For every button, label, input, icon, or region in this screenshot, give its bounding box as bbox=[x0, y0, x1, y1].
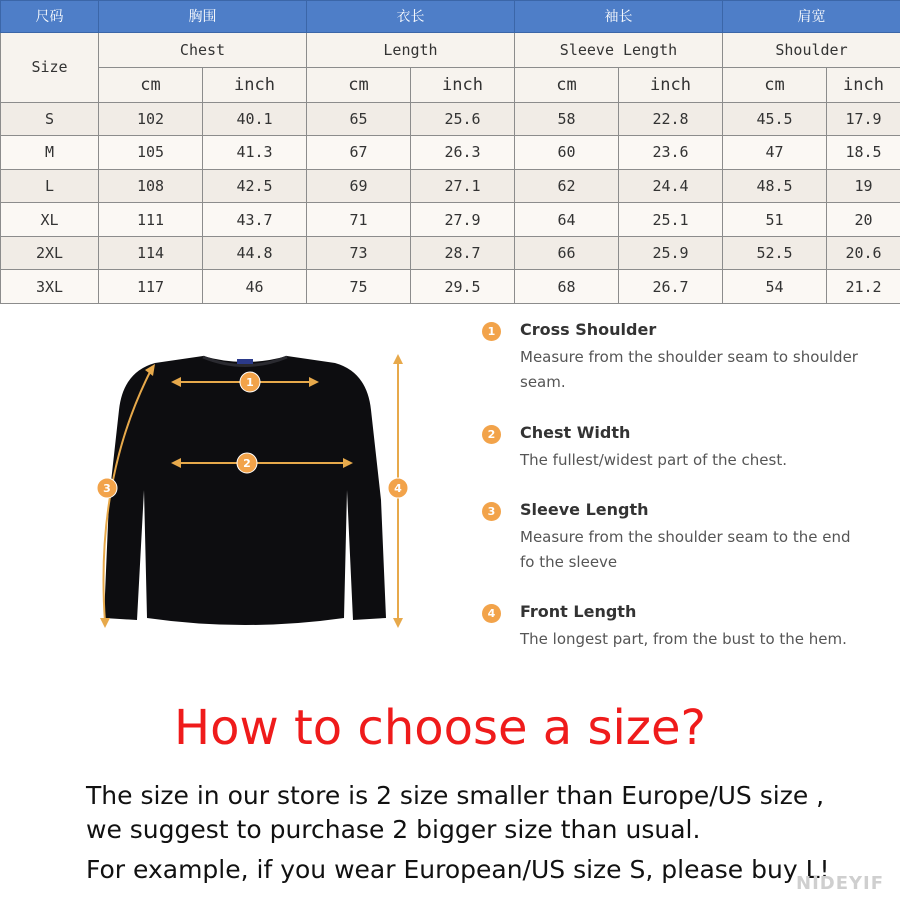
measurement-cell: 44.8 bbox=[203, 236, 307, 270]
unit-cell: inch bbox=[619, 68, 723, 103]
measurement-cell: 25.9 bbox=[619, 236, 723, 270]
size-label-cell: L bbox=[1, 169, 99, 203]
measurement-cell: 117 bbox=[99, 270, 203, 304]
table-row bbox=[1, 136, 900, 170]
measurement-cell: 111 bbox=[99, 203, 203, 237]
measurement-cell: 114 bbox=[99, 236, 203, 270]
measurement-cell: 20 bbox=[827, 203, 900, 237]
guide-number-badge: 3 bbox=[482, 502, 501, 521]
measurement-cell: 41.3 bbox=[203, 136, 307, 170]
guide-number-badge: 4 bbox=[482, 604, 501, 623]
measurement-cell: 60 bbox=[515, 136, 619, 170]
header-zh-shoulder: 肩宽 bbox=[723, 1, 900, 33]
measurement-cell: 102 bbox=[99, 102, 203, 136]
measurement-cell: 43.7 bbox=[203, 203, 307, 237]
guide-title: Front Length bbox=[520, 602, 637, 621]
measurement-cell: 24.4 bbox=[619, 169, 723, 203]
table-row bbox=[1, 236, 900, 270]
measurement-cell: 71 bbox=[307, 203, 411, 237]
measurement-cell: 19 bbox=[827, 169, 900, 203]
measurement-cell: 65 bbox=[307, 102, 411, 136]
unit-cell: cm bbox=[99, 68, 203, 103]
header-length: Length bbox=[307, 32, 515, 68]
header-size: Size bbox=[1, 32, 99, 102]
unit-cell: cm bbox=[307, 68, 411, 103]
size-note-line-1: The size in our store is 2 size smaller than Europe/US size , bbox=[86, 781, 825, 810]
size-label-cell: XL bbox=[1, 203, 99, 237]
marker-2-label: 2 bbox=[243, 457, 251, 470]
measurement-cell: 105 bbox=[99, 136, 203, 170]
measurement-cell: 27.1 bbox=[411, 169, 515, 203]
measurement-cell: 26.3 bbox=[411, 136, 515, 170]
measurement-cell: 18.5 bbox=[827, 136, 900, 170]
guide-description: The fullest/widest part of the chest. bbox=[520, 451, 788, 469]
chinese-header-row bbox=[1, 1, 900, 33]
header-sleeve-length: Sleeve Length bbox=[515, 32, 723, 68]
guide-description: Measure from the shoulder seam to the end fo the sleeve bbox=[520, 528, 851, 571]
measurement-cell: 68 bbox=[515, 270, 619, 304]
measurement-cell: 27.9 bbox=[411, 203, 515, 237]
measurement-cell: 23.6 bbox=[619, 136, 723, 170]
guide-number-badge: 2 bbox=[482, 425, 501, 444]
guide-title: Sleeve Length bbox=[520, 500, 649, 519]
size-label-cell: 2XL bbox=[1, 236, 99, 270]
measurement-cell: 64 bbox=[515, 203, 619, 237]
unit-row bbox=[1, 68, 900, 103]
measurement-cell: 22.8 bbox=[619, 102, 723, 136]
guide-title: Chest Width bbox=[520, 423, 631, 442]
marker-3 bbox=[97, 478, 117, 498]
marker-3-label: 3 bbox=[103, 482, 111, 495]
measurement-cell: 48.5 bbox=[723, 169, 827, 203]
brand-watermark: NIDEYIF bbox=[796, 873, 885, 894]
measurement-cell: 17.9 bbox=[827, 102, 900, 136]
marker-1-label: 1 bbox=[246, 376, 254, 389]
measurement-cell: 108 bbox=[99, 169, 203, 203]
size-label-cell: M bbox=[1, 136, 99, 170]
measurement-cell: 42.5 bbox=[203, 169, 307, 203]
table-row bbox=[1, 102, 900, 136]
size-note-line-2: we suggest to purchase 2 bigger size than usual. bbox=[86, 815, 701, 844]
measurement-cell: 75 bbox=[307, 270, 411, 304]
measurement-cell: 66 bbox=[515, 236, 619, 270]
measurement-cell: 58 bbox=[515, 102, 619, 136]
measurement-cell: 69 bbox=[307, 169, 411, 203]
measurement-cell: 73 bbox=[307, 236, 411, 270]
measurement-cell: 67 bbox=[307, 136, 411, 170]
length-arrow-bottom-head bbox=[393, 618, 403, 628]
header-zh-size: 尺码 bbox=[1, 1, 99, 33]
sleeve-arrow-bottom-head bbox=[100, 618, 110, 628]
size-label-cell: 3XL bbox=[1, 270, 99, 304]
measurement-cell: 26.7 bbox=[619, 270, 723, 304]
unit-cell: inch bbox=[827, 68, 900, 103]
measurement-cell: 46 bbox=[203, 270, 307, 304]
how-to-choose-heading: How to choose a size? bbox=[174, 700, 706, 756]
marker-4-label: 4 bbox=[394, 482, 402, 495]
sweater-shape bbox=[104, 356, 386, 625]
marker-2 bbox=[237, 453, 257, 473]
sweater-measurement-illustration bbox=[85, 340, 435, 640]
measurement-cell: 28.7 bbox=[411, 236, 515, 270]
guide-title: Cross Shoulder bbox=[520, 320, 657, 339]
measurement-cell: 51 bbox=[723, 203, 827, 237]
measurement-cell: 54 bbox=[723, 270, 827, 304]
unit-cell: inch bbox=[203, 68, 307, 103]
measurement-cell: 52.5 bbox=[723, 236, 827, 270]
table-row bbox=[1, 270, 900, 304]
size-label-cell: S bbox=[1, 102, 99, 136]
guide-description: Measure from the shoulder seam to shoulder seam. bbox=[520, 348, 858, 391]
header-chest: Chest bbox=[99, 32, 307, 68]
table-row bbox=[1, 203, 900, 237]
measurement-cell: 40.1 bbox=[203, 102, 307, 136]
measurement-cell: 20.6 bbox=[827, 236, 900, 270]
measurement-cell: 47 bbox=[723, 136, 827, 170]
english-header-row bbox=[1, 32, 900, 68]
measurement-cell: 45.5 bbox=[723, 102, 827, 136]
header-zh-chest: 胸围 bbox=[99, 1, 307, 33]
measurement-cell: 21.2 bbox=[827, 270, 900, 304]
unit-cell: cm bbox=[515, 68, 619, 103]
guide-description: The longest part, from the bust to the hem. bbox=[520, 630, 847, 648]
header-shoulder: Shoulder bbox=[723, 32, 900, 68]
table-row bbox=[1, 169, 900, 203]
measurement-cell: 25.1 bbox=[619, 203, 723, 237]
header-zh-length: 衣长 bbox=[307, 1, 515, 33]
measurement-cell: 29.5 bbox=[411, 270, 515, 304]
measurement-cell: 62 bbox=[515, 169, 619, 203]
marker-1 bbox=[240, 372, 260, 392]
size-note-line-3: For example, if you wear European/US size S, please buy L! bbox=[86, 855, 830, 884]
unit-cell: cm bbox=[723, 68, 827, 103]
guide-number-badge: 1 bbox=[482, 322, 501, 341]
sweater-label-tag bbox=[237, 359, 253, 364]
marker-4 bbox=[388, 478, 408, 498]
header-zh-sleeve: 袖长 bbox=[515, 1, 723, 33]
unit-cell: inch bbox=[411, 68, 515, 103]
size-chart-table bbox=[0, 0, 900, 304]
measurement-cell: 25.6 bbox=[411, 102, 515, 136]
length-arrow-top-head bbox=[393, 354, 403, 364]
